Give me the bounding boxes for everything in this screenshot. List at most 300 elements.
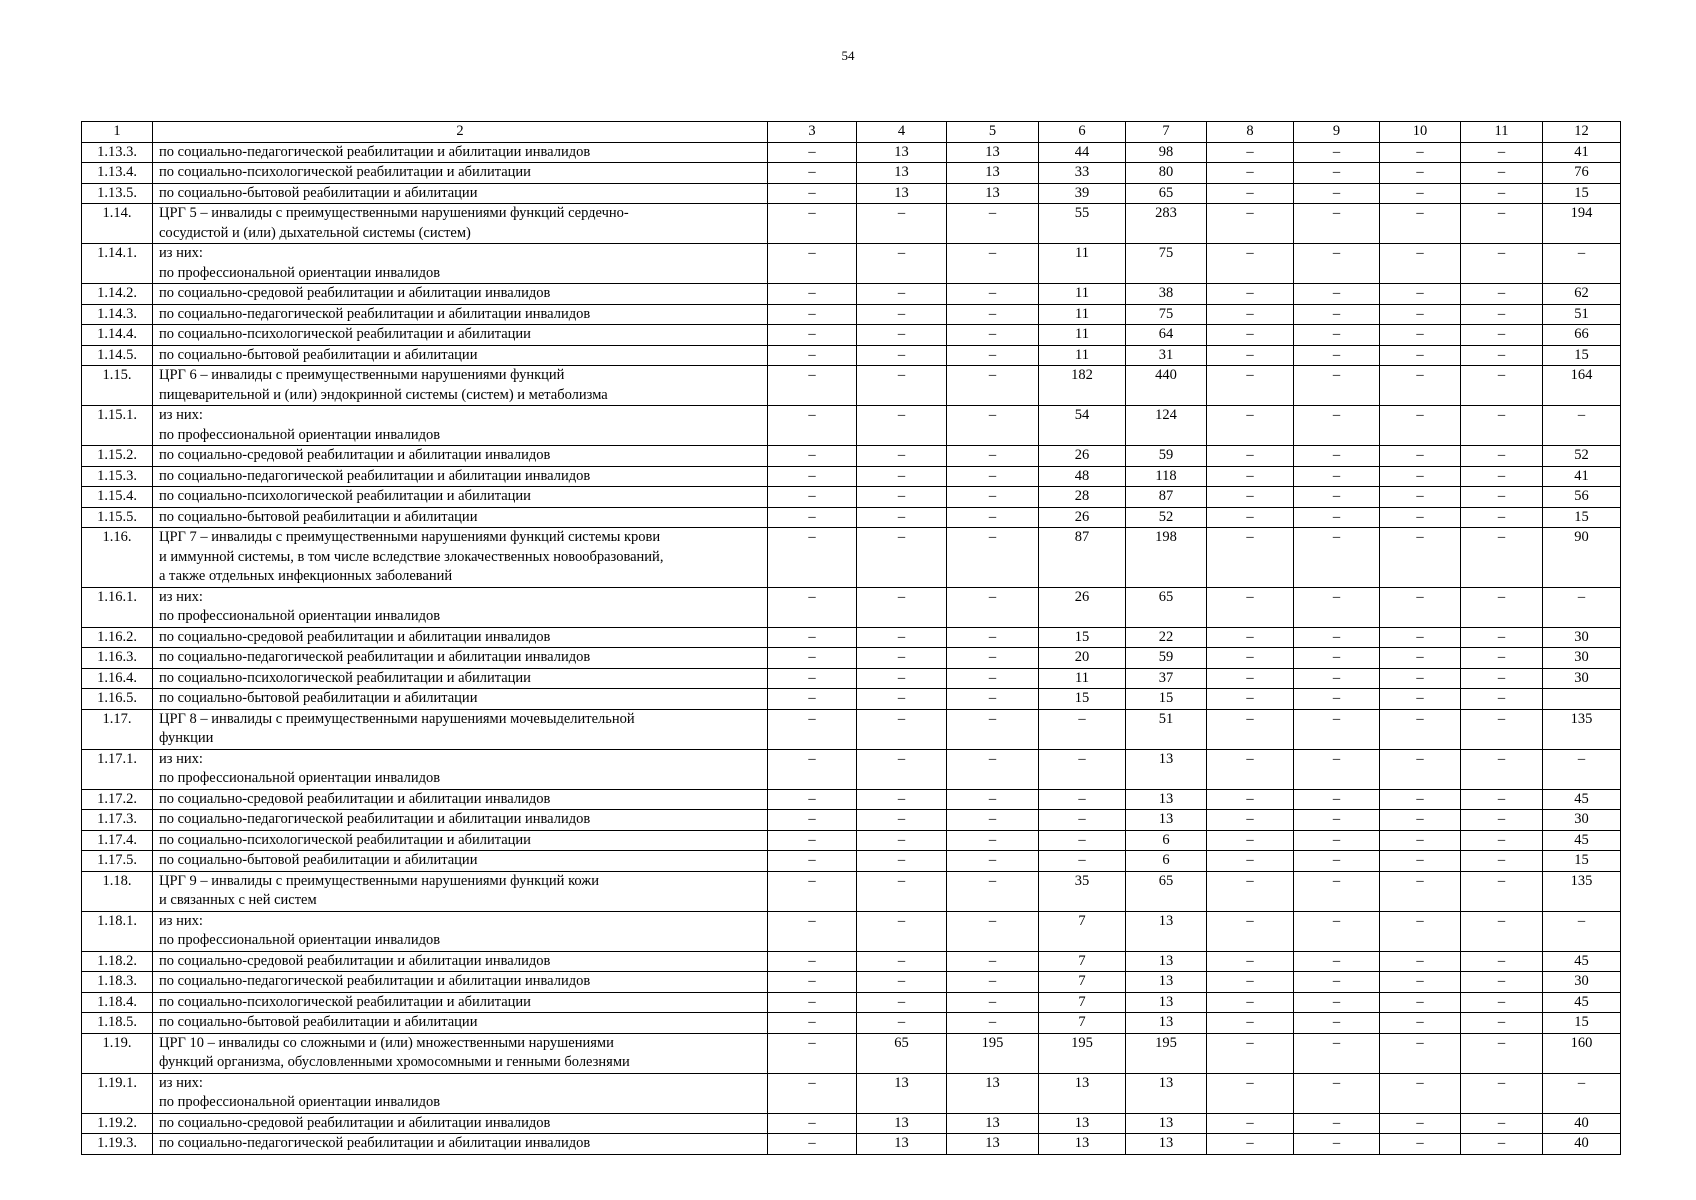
value-cell: – [1380,163,1461,184]
row-description [153,528,768,588]
value-cell: – [1543,911,1621,951]
value-cell: – [1207,304,1294,325]
value-cell: – [1461,487,1543,508]
value-cell: – [1380,466,1461,487]
value-cell: – [857,507,947,528]
description-line: по профессиональной ориентации инвалидов [159,264,441,281]
description-line: по социально-психологической реабилитации и абилитации [159,669,531,686]
value-cell: – [1380,304,1461,325]
value-cell: – [768,304,857,325]
description-line: по профессиональной ориентации инвалидов [159,1094,441,1110]
value-cell: 13 [857,1073,947,1113]
value-cell: – [1380,1013,1461,1034]
description-line: по социально-психологической реабилитации и абилитации [159,326,531,342]
value-cell: – [1380,1073,1461,1113]
value-cell: – [768,1113,857,1134]
value-cell: – [768,749,857,789]
value-cell: – [857,466,947,487]
value-cell: – [1461,1134,1543,1155]
value-cell: 15 [1039,627,1126,648]
value-cell: – [1294,284,1380,305]
description-line: по социально-бытовой реабилитации и абилитации [159,1014,478,1030]
row-code: 1.14.1. [82,244,153,284]
value-cell: – [1294,183,1380,204]
value-cell: 54 [1039,406,1126,446]
header-cell: 9 [1294,122,1380,143]
table-row [82,1013,1621,1034]
row-description [153,668,768,689]
description-line: функций организма, обусловленными хромосомными и генными болезнями [159,1054,630,1070]
value-cell: – [1380,345,1461,366]
row-description [153,446,768,467]
value-cell: 13 [857,1134,947,1155]
value-cell: – [1207,1073,1294,1113]
row-code: 1.13.5. [82,183,153,204]
value-cell: – [1039,851,1126,872]
value-cell: – [857,830,947,851]
row-description [153,871,768,911]
value-cell: 45 [1543,830,1621,851]
value-cell: – [1380,142,1461,163]
table-row [82,587,1621,627]
value-cell: – [1380,284,1461,305]
description-line: функции [159,730,214,746]
value-cell: – [768,911,857,951]
value-cell: – [1207,810,1294,831]
value-cell: – [1207,163,1294,184]
value-cell: – [947,587,1039,627]
table-row [82,163,1621,184]
value-cell: – [1461,366,1543,406]
value-cell: – [1543,244,1621,284]
value-cell: – [1294,830,1380,851]
row-code: 1.19.2. [82,1113,153,1134]
value-cell: – [947,627,1039,648]
table-row [82,446,1621,467]
value-cell: 135 [1543,871,1621,911]
value-cell: – [947,345,1039,366]
value-cell: – [1207,142,1294,163]
value-cell: – [1207,406,1294,446]
value-cell: – [857,789,947,810]
row-code: 1.19.3. [82,1134,153,1155]
row-code: 1.16.4. [82,668,153,689]
table-row [82,709,1621,749]
table-row [82,183,1621,204]
value-cell: – [1461,830,1543,851]
value-cell: 33 [1039,163,1126,184]
row-code: 1.19. [82,1033,153,1073]
table-row [82,648,1621,669]
value-cell: – [768,648,857,669]
value-cell: 160 [1543,1033,1621,1073]
header-cell: 2 [153,122,768,143]
value-cell: – [1207,830,1294,851]
value-cell: – [1207,789,1294,810]
value-cell: – [1207,709,1294,749]
description-line: по социально-бытовой реабилитации и абилитации [159,852,478,868]
value-cell: – [1380,1113,1461,1134]
value-cell: – [1294,528,1380,588]
value-cell: – [1207,244,1294,284]
row-code: 1.18.3. [82,972,153,993]
value-cell: 45 [1543,992,1621,1013]
description-line: по социально-педагогической реабилитации и абилитации инвалидов [159,1135,591,1151]
value-cell: – [1294,345,1380,366]
value-cell: – [947,466,1039,487]
value-cell: – [1461,325,1543,346]
value-cell: – [1294,487,1380,508]
description-line: ЦРГ 10 – инвалиды со сложными и (или) множественными нарушениями [159,1034,614,1051]
value-cell: – [947,244,1039,284]
value-cell: – [1294,1134,1380,1155]
value-cell: – [947,830,1039,851]
value-cell: – [1380,587,1461,627]
value-cell: 87 [1039,528,1126,588]
value-cell: – [1207,284,1294,305]
value-cell: – [1294,446,1380,467]
description-line: ЦРГ 5 – инвалиды с преимущественными нарушениями функций сердечно- [159,205,629,221]
value-cell: – [1380,406,1461,446]
value-cell: – [1380,446,1461,467]
description-line: по профессиональной ориентации инвалидов [159,932,441,948]
value-cell: 13 [857,183,947,204]
value-cell: 20 [1039,648,1126,669]
value-cell: – [1294,507,1380,528]
value-cell: – [1294,466,1380,487]
table-row [82,951,1621,972]
table-row [82,749,1621,789]
row-description [153,163,768,184]
value-cell: – [947,992,1039,1013]
value-cell: – [1461,587,1543,627]
value-cell: 118 [1126,466,1207,487]
row-code: 1.16. [82,528,153,588]
value-cell: – [857,911,947,951]
value-cell: – [768,507,857,528]
value-cell: – [768,446,857,467]
value-cell: – [1461,648,1543,669]
value-cell: – [768,1073,857,1113]
value-cell: – [1294,709,1380,749]
description-line: по социально-бытовой реабилитации и абилитации [159,184,478,201]
value-cell: – [768,1013,857,1034]
value-cell: 41 [1543,142,1621,163]
table-row [82,851,1621,872]
value-cell: 11 [1039,668,1126,689]
value-cell: – [1207,911,1294,951]
value-cell: – [768,183,857,204]
row-description [153,325,768,346]
row-description [153,1113,768,1134]
value-cell: – [1294,689,1380,710]
value-cell: 13 [947,1073,1039,1113]
row-code: 1.18.1. [82,911,153,951]
description-line: по социально-педагогической реабилитации и абилитации инвалидов [159,467,591,484]
value-cell: 52 [1543,446,1621,467]
value-cell: – [857,668,947,689]
row-description [153,851,768,872]
value-cell: – [1207,325,1294,346]
value-cell: 26 [1039,507,1126,528]
header-cell: 5 [947,122,1039,143]
description-line: и иммунной системы, в том числе вследствие злокачественных новообразований, [159,548,664,565]
value-cell: – [1207,345,1294,366]
row-code: 1.16.3. [82,648,153,669]
header-cell: 10 [1380,122,1461,143]
value-cell: – [1294,406,1380,446]
value-cell: – [947,851,1039,872]
value-cell: – [1207,1033,1294,1073]
value-cell: – [857,304,947,325]
value-cell: – [1380,183,1461,204]
row-code: 1.17.2. [82,789,153,810]
value-cell: 30 [1543,648,1621,669]
table-row [82,466,1621,487]
table-row [82,689,1621,710]
description-line: ЦРГ 9 – инвалиды с преимущественными нарушениями функций кожи [159,872,600,889]
row-code: 1.17.3. [82,810,153,831]
table-row [82,487,1621,508]
value-cell: – [1461,911,1543,951]
value-cell: 41 [1543,466,1621,487]
value-cell: 65 [1126,587,1207,627]
description-line: по социально-средовой реабилитации и абилитации инвалидов [159,952,551,969]
value-cell: – [1461,507,1543,528]
value-cell: 98 [1126,142,1207,163]
value-cell: – [1207,1013,1294,1034]
value-cell: – [1543,587,1621,627]
header-cell: 4 [857,122,947,143]
value-cell: – [947,204,1039,244]
row-code: 1.14.3. [82,304,153,325]
value-cell: 45 [1543,951,1621,972]
table-row [82,244,1621,284]
value-cell: – [1380,648,1461,669]
value-cell: – [768,466,857,487]
value-cell: 51 [1543,304,1621,325]
value-cell: – [1380,325,1461,346]
value-cell: – [1294,627,1380,648]
value-cell: – [768,830,857,851]
value-cell: – [1380,668,1461,689]
description-line: по социально-психологической реабилитации и абилитации [159,488,531,504]
value-cell: – [857,366,947,406]
value-cell: – [947,911,1039,951]
row-description [153,284,768,305]
value-cell: – [1294,972,1380,993]
row-description [153,1033,768,1073]
row-description [153,244,768,284]
value-cell: – [1461,951,1543,972]
value-cell: – [1380,487,1461,508]
value-cell: – [1461,163,1543,184]
value-cell: 13 [857,163,947,184]
row-code: 1.17. [82,709,153,749]
value-cell: – [1461,244,1543,284]
row-description [153,648,768,669]
value-cell: 195 [1039,1033,1126,1073]
value-cell: – [857,851,947,872]
value-cell: – [1380,244,1461,284]
table-body [82,142,1621,1154]
table-row [82,992,1621,1013]
value-cell: 198 [1126,528,1207,588]
value-cell: 7 [1039,951,1126,972]
value-cell: 35 [1039,871,1126,911]
value-cell: – [947,709,1039,749]
value-cell: – [947,810,1039,831]
value-cell: – [1039,789,1126,810]
value-cell: – [768,325,857,346]
value-cell: – [1461,789,1543,810]
row-code: 1.15.1. [82,406,153,446]
description-line: по социально-средовой реабилитации и абилитации инвалидов [159,285,551,301]
value-cell: – [1461,689,1543,710]
value-cell: – [857,648,947,669]
table-row [82,284,1621,305]
table-row [82,871,1621,911]
row-description [153,1134,768,1155]
row-code: 1.18.4. [82,992,153,1013]
value-cell: – [1039,749,1126,789]
value-cell: – [1207,507,1294,528]
value-cell: – [1207,1113,1294,1134]
row-description [153,689,768,710]
value-cell: – [1207,668,1294,689]
row-description [153,345,768,366]
value-cell: 11 [1039,304,1126,325]
value-cell: – [1294,244,1380,284]
row-description [153,830,768,851]
value-cell: – [1294,1113,1380,1134]
row-description [153,810,768,831]
value-cell: – [1461,304,1543,325]
value-cell: – [1461,810,1543,831]
value-cell: – [857,627,947,648]
row-code: 1.16.1. [82,587,153,627]
value-cell: 51 [1126,709,1207,749]
value-cell: 195 [947,1033,1039,1073]
value-cell: – [1294,1073,1380,1113]
value-cell: – [857,871,947,911]
value-cell: – [947,951,1039,972]
row-code: 1.18.2. [82,951,153,972]
description-line: по социально-бытовой реабилитации и абилитации [159,346,478,363]
description-line: по социально-психологической реабилитации и абилитации [159,831,531,848]
description-line: сосудистой и (или) дыхательной системы (систем) [159,224,471,241]
value-cell: – [947,284,1039,305]
row-description [153,992,768,1013]
description-line: по социально-средовой реабилитации и абилитации инвалидов [159,628,551,645]
description-line: ЦРГ 8 – инвалиды с преимущественными нарушениями мочевыделительной [159,710,635,727]
row-code: 1.13.3. [82,142,153,163]
value-cell: – [1461,204,1543,244]
value-cell: – [1207,528,1294,588]
value-cell: 13 [947,1113,1039,1134]
row-description [153,627,768,648]
table-row [82,1073,1621,1113]
value-cell: – [857,810,947,831]
value-cell: – [1294,304,1380,325]
table-row [82,325,1621,346]
row-code: 1.13.4. [82,163,153,184]
row-description [153,709,768,749]
description-line: по социально-педагогической реабилитации и абилитации инвалидов [159,973,591,989]
value-cell: 13 [947,163,1039,184]
value-cell: – [1461,709,1543,749]
value-cell: 164 [1543,366,1621,406]
row-code: 1.15.5. [82,507,153,528]
value-cell: – [947,689,1039,710]
value-cell: – [768,366,857,406]
value-cell: 15 [1543,507,1621,528]
value-cell: – [1461,1073,1543,1113]
value-cell: 62 [1543,284,1621,305]
value-cell: – [768,528,857,588]
value-cell: – [1380,789,1461,810]
value-cell: – [1461,972,1543,993]
value-cell: – [857,587,947,627]
row-code: 1.19.1. [82,1073,153,1113]
value-cell: – [1294,1033,1380,1073]
value-cell: 7 [1039,1013,1126,1034]
value-cell: – [1380,1134,1461,1155]
header-cell: 3 [768,122,857,143]
row-code: 1.15. [82,366,153,406]
value-cell: – [1294,366,1380,406]
row-description [153,587,768,627]
value-cell [1543,689,1621,710]
row-description [153,406,768,446]
value-cell: 135 [1543,709,1621,749]
description-line: по социально-психологической реабилитации и абилитации [159,993,531,1010]
value-cell: 64 [1126,325,1207,346]
value-cell: – [947,749,1039,789]
value-cell: – [947,972,1039,993]
value-cell: – [768,709,857,749]
value-cell: 13 [1126,810,1207,831]
table-row [82,345,1621,366]
value-cell: 13 [947,142,1039,163]
row-description [153,304,768,325]
value-cell: 13 [1126,992,1207,1013]
value-cell: – [1207,851,1294,872]
value-cell: 66 [1543,325,1621,346]
value-cell: – [768,1033,857,1073]
description-line: ЦРГ 6 – инвалиды с преимущественными нарушениями функций [159,367,565,383]
value-cell: 55 [1039,204,1126,244]
header-cell: 8 [1207,122,1294,143]
header-cell: 12 [1543,122,1621,143]
row-description [153,487,768,508]
value-cell: 26 [1039,587,1126,627]
value-cell: – [1207,446,1294,467]
row-code: 1.15.4. [82,487,153,508]
value-cell: 52 [1126,507,1207,528]
header-cell: 6 [1039,122,1126,143]
value-cell: – [1461,992,1543,1013]
value-cell: – [1207,992,1294,1013]
table-row [82,972,1621,993]
value-cell: – [857,244,947,284]
value-cell: 440 [1126,366,1207,406]
description-line: из них: [159,407,203,423]
value-cell: 80 [1126,163,1207,184]
header-cell: 11 [1461,122,1543,143]
value-cell: 13 [1039,1073,1126,1113]
value-cell: – [947,406,1039,446]
